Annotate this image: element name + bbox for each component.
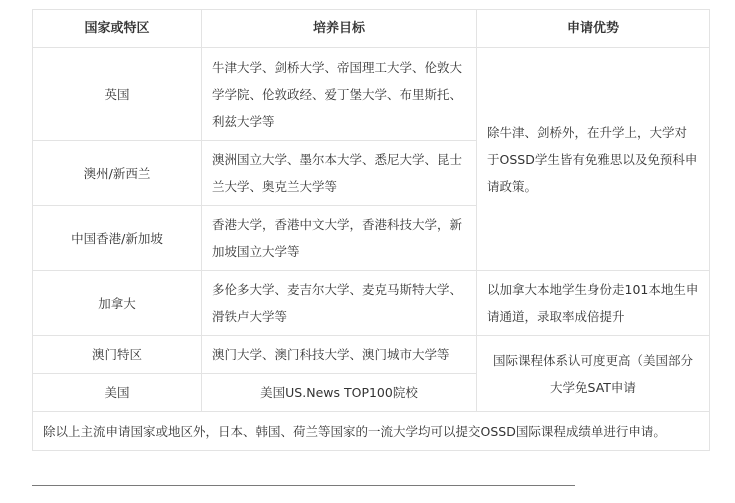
- region-cell: 美国: [33, 374, 202, 412]
- region-cell: 加拿大: [33, 271, 202, 336]
- footnote-cell: 除以上主流申请国家或地区外，日本、韩国、荷兰等国家的一流大学均可以提交OSSD国际课程成绩单进行申请。: [33, 412, 710, 451]
- region-cell: 中国香港/新加坡: [33, 206, 202, 271]
- advantage-cell: 国际课程体系认可度更高（美国部分大学免SAT申请: [477, 336, 710, 412]
- table-row: [33, 271, 710, 336]
- advantage-cell: 除牛津、剑桥外，在升学上，大学对于OSSD学生皆有免雅思以及免预科申请政策。: [477, 48, 710, 271]
- divider-line: [32, 485, 575, 486]
- header-application-advantage: 申请优势: [477, 10, 710, 48]
- schools-cell: 香港大学，香港中文大学，香港科技大学，新加坡国立大学等: [202, 206, 477, 271]
- advantage-cell: 以加拿大本地学生身份走101本地生申请通道，录取率成倍提升: [477, 271, 710, 336]
- region-cell: 英国: [33, 48, 202, 141]
- footnote-row: [33, 412, 710, 451]
- schools-cell: 澳洲国立大学、墨尔本大学、悉尼大学、昆士兰大学、奥克兰大学等: [202, 141, 477, 206]
- header-target-schools: 培养目标: [202, 10, 477, 48]
- schools-cell: 牛津大学、剑桥大学、帝国理工大学、伦敦大学学院、伦敦政经、爱丁堡大学、布里斯托、利兹大学等: [202, 48, 477, 141]
- table-row: [33, 336, 710, 374]
- admissions-table: [32, 9, 710, 451]
- table-header-row: [33, 10, 710, 48]
- schools-cell: 美国US.News TOP100院校: [202, 374, 477, 412]
- header-region: 国家或特区: [33, 10, 202, 48]
- schools-cell: 澳门大学、澳门科技大学、澳门城市大学等: [202, 336, 477, 374]
- table-row: [33, 48, 710, 141]
- schools-cell: 多伦多大学、麦吉尔大学、麦克马斯特大学、滑铁卢大学等: [202, 271, 477, 336]
- region-cell: 澳州/新西兰: [33, 141, 202, 206]
- region-cell: 澳门特区: [33, 336, 202, 374]
